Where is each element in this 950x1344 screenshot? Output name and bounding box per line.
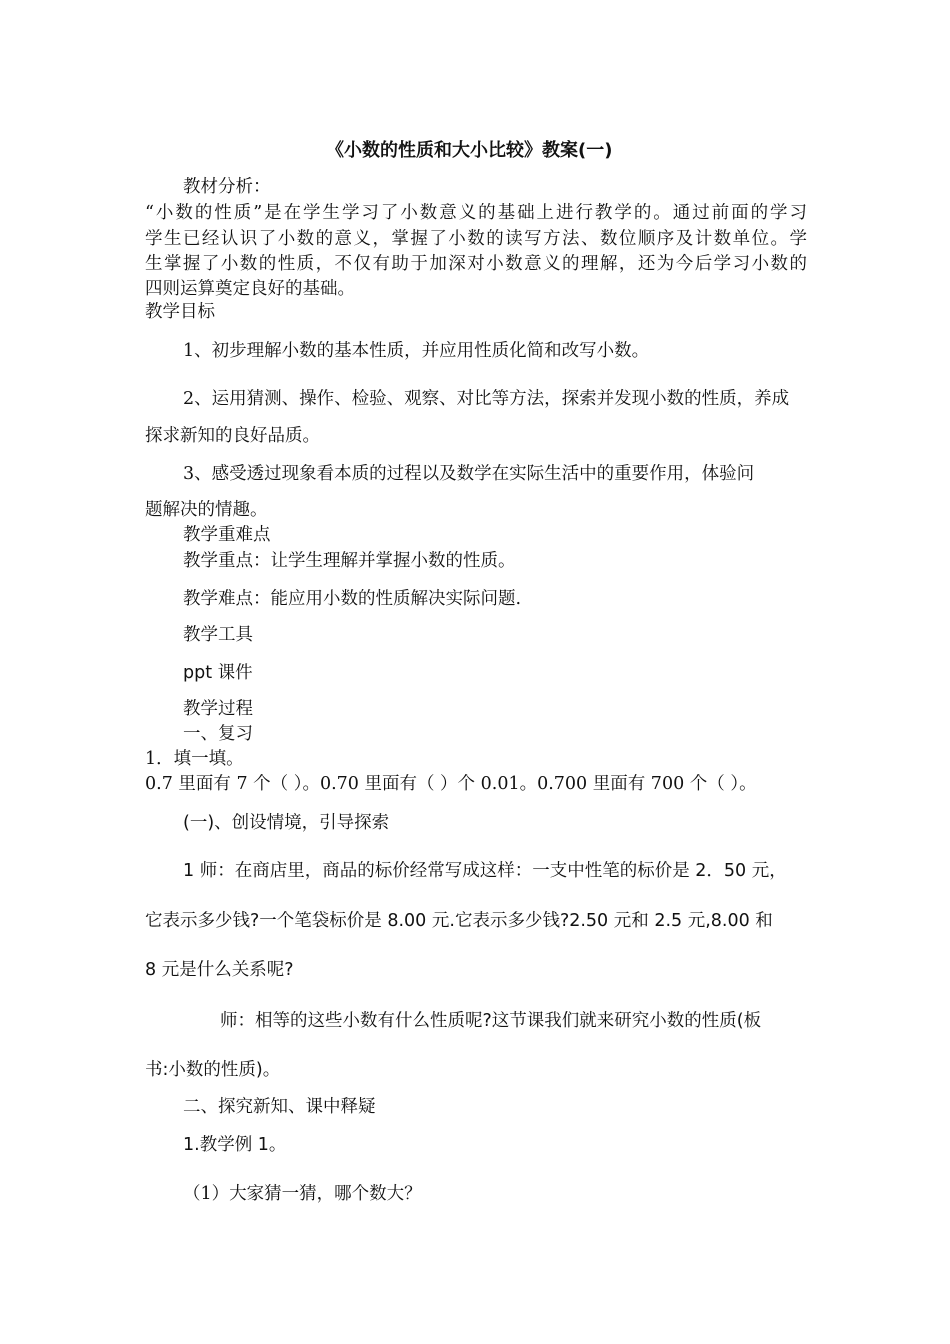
analysis-line-1: “小数的性质”是在学生学习了小数意义的基础上进行教学的。通过前面的学习 [145,203,807,223]
goal-3-line-1: 3、感受透过现象看本质的过程以及数学在实际生活中的重要作用，体验问 [183,464,755,484]
tools-heading: 教学工具 [183,625,253,645]
goal-2-line-2: 探求新知的良好品质。 [145,426,320,446]
teacher-2-line-2: 书:小数的性质)。 [145,1060,281,1080]
analysis-line-4: 四则运算奠定良好的基础。 [145,279,355,299]
explore-heading: 二、探究新知、课中释疑 [183,1097,376,1117]
teacher-1-line-3: 8 元是什么关系呢? [145,960,294,980]
document-title: 《小数的性质和大小比较》教案(一) [326,140,613,161]
fill-line: 0.7 里面有 7 个（ ）。0.70 里面有（ ）个 0.01。0.700 里面有 700 个（ ）。 [145,774,757,794]
fill-heading: 1．填一填。 [145,749,244,769]
process-heading: 教学过程 [183,699,253,719]
goals-heading: 教学目标 [145,302,215,322]
scenario-heading: (一)、创设情境，引导探索 [183,813,390,833]
review-heading: 一、复习 [183,724,253,744]
teacher-1-line-1: 1 师：在商店里，商品的标价经常写成这样：一支中性笔的标价是 2．50 元， [183,861,787,881]
analysis-line-2: 学生已经认识了小数的意义，掌握了小数的读写方法、数位顺序及计数单位。学 [145,229,807,249]
key-points-heading: 教学重难点 [183,525,271,545]
guess-question: （1）大家猜一猜，哪个数大？ [183,1184,422,1204]
teacher-1-line-2: 它表示多少钱?一个笔袋标价是 8.00 元.它表示多少钱?2.50 元和 2.5 元,8.00 和 [145,911,773,931]
goal-3-line-2: 题解决的情趣。 [145,500,268,520]
goal-1: 1、初步理解小数的基本性质，并应用性质化简和改写小数。 [183,341,650,361]
goal-2-line-1: 2、运用猜测、操作、检验、观察、对比等方法，探索并发现小数的性质，养成 [183,389,790,409]
analysis-line-3: 生掌握了小数的性质，不仅有助于加深对小数意义的理解，还为今后学习小数的 [145,254,807,274]
tools-text: ppt 课件 [183,663,253,683]
difficult-point: 教学难点：能应用小数的性质解决实际问题. [183,589,522,609]
key-point: 教学重点：让学生理解并掌握小数的性质。 [183,551,516,571]
teacher-2-line-1: 师：相等的这些小数有什么性质呢?这节课我们就来研究小数的性质(板 [220,1011,762,1031]
analysis-heading: 教材分析： [183,177,271,197]
example-heading: 1.教学例 1。 [183,1135,287,1155]
